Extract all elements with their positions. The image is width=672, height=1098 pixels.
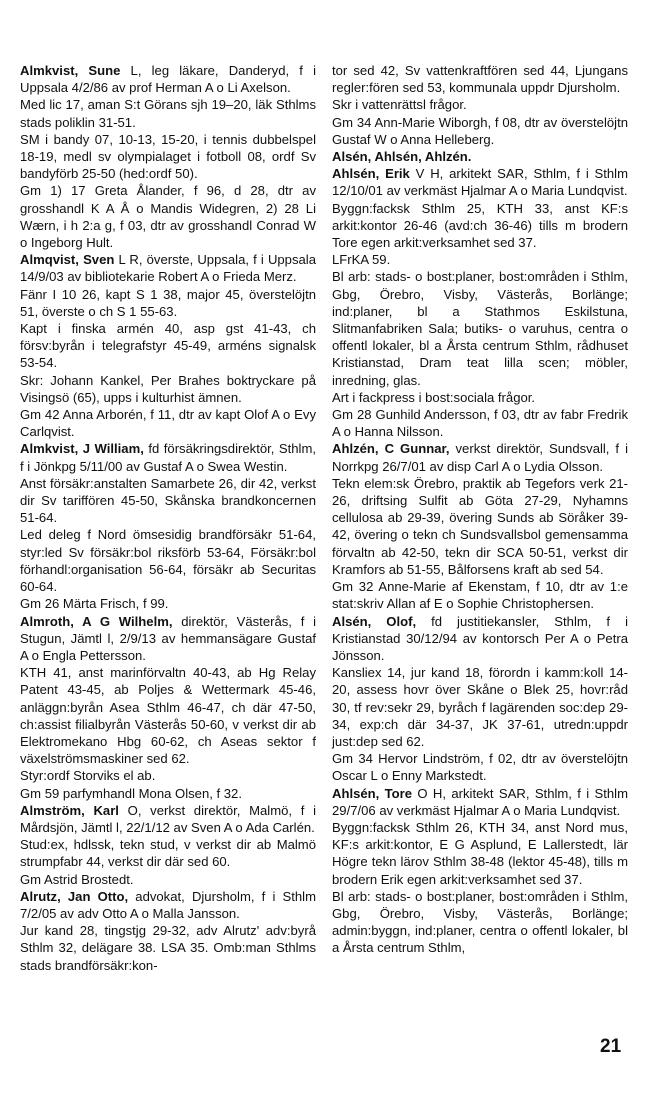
biography-entry (20, 62, 316, 251)
entry-paragraph (332, 613, 628, 665)
entry-paragraph (332, 664, 628, 750)
entry-text: direktör, Västerås, f i Stugun, Jämtl l, 2/9/13 av hemmansägare Gustaf A o Engla Pettersson. (20, 613, 316, 663)
entry-paragraph (20, 475, 316, 527)
biography-entry (332, 62, 628, 148)
entry-name: Ahlsén, Erik (332, 166, 410, 182)
entry-text: LFrKA 59. (332, 252, 391, 268)
entry-paragraph (20, 785, 316, 802)
entry-text: Jur kand 28, tingstjg 29-32, adv Alrutz' adv:byrå Sthlm 32, delägare 38. LSA 35. Omb:man Sthlms stads brandförsäkr:kon- (20, 923, 316, 973)
entry-paragraph (20, 96, 316, 130)
entry-text: Gm Astrid Brostedt. (20, 871, 134, 887)
entry-text: fd justitiekansler, Sthlm, f i Kristianstad 30/12/94 av kontorsch Per A o Petra Jönsson. (332, 613, 628, 663)
entry-paragraph (332, 251, 628, 268)
entry-paragraph (20, 888, 316, 922)
entry-paragraph (20, 526, 316, 595)
entry-name: Almkvist, Sune (20, 63, 121, 78)
entry-text: Skr i vattenrättsl frågor. (332, 97, 467, 113)
entry-paragraph (332, 200, 628, 252)
entry-text: Skr: Johann Kankel, Per Brahes boktryckare på Visingsö (65), upps i kulturhist ämnen. (20, 372, 316, 405)
entry-paragraph (332, 165, 628, 199)
entry-paragraph (332, 389, 628, 406)
entry-name: Ahlsén, Tore (332, 785, 413, 801)
entry-text: Led deleg f Nord ömsesidig brandförsäkr 51-64, styr:led Sv försäkr:bol riksförb 53-64, Försäkr:bol förhandl:organisation 56-64, försäkr ab Securitas 60-64. (20, 527, 316, 595)
entry-text: Gm 42 Anna Arborén, f 11, dtr av kapt Olof A o Evy Carlqvist. (20, 407, 316, 440)
entry-text: Bl arb: stads- o bost:planer, bost:områden i Sthlm, Gbg, Örebro, Visby, Västerås, Borlänge; admin:byggn, ind:planer, centra o offentl lokaler, bl a Årsta centrum Sthlm, (332, 888, 628, 956)
biography-entry (20, 613, 316, 802)
entry-text: Kapt i finska armén 40, asp gst 41-43, ch försv:byrån i telegrafstyr 45-49, arméns signalsk 53-54. (20, 321, 316, 371)
entry-name: Alsén, Ahlsén, Ahlzén. (332, 149, 472, 165)
biography-entry (20, 802, 316, 888)
entry-text: O H, arkitekt SAR, Sthlm, f i Sthlm 29/7/06 av verkmäst Hjalmar A o Maria Lundqvist. (332, 785, 628, 818)
biography-entry (20, 251, 316, 440)
entry-paragraph (332, 750, 628, 784)
entry-paragraph (20, 320, 316, 372)
entry-text: Tekn elem:sk Örebro, praktik ab Tegefors verk 21-26, driftsing Sulfit ab Göta 27-29, Nyhamns cellulosa ab 29-39, övering Sunds ab Söråker 39-42, övering o tekn ch Sundsvallsbol gemensamma förvaltn ab 42-50, tekn dir SCA 50-51, verkst dir Kramfors ab 51-55, Bålforsens kraft ab sed 54. (332, 475, 628, 577)
entry-text: Art i fackpress i bost:sociala frågor. (332, 389, 536, 405)
entry-paragraph (332, 406, 628, 440)
entry-name: Ahlzén, C Gunnar, (332, 441, 450, 457)
right-column (332, 62, 628, 957)
entry-text: verkst direktör, Sundsvall, f i Norrkpg 26/7/01 av disp Carl A o Lydia Olsson. (332, 441, 628, 474)
entry-paragraph (20, 595, 316, 612)
entry-text: Bl arb: stads- o bost:planer, bost:områden i Sthlm, Gbg, Örebro, Visby, Västerås, Borlänge; ind:planer, bl a Stathmos Eskilstuna, Slitmanfabriken Sala; butiks- o varuhus, centra o offentl lokaler, bl a Årsta centrum Sthlm, rådhuset Kristianstad, Dram teat lilla scen; möbler, inredning, glas. (332, 269, 628, 388)
entry-paragraph (20, 836, 316, 870)
page-number: 21 (600, 1036, 622, 1057)
entry-paragraph (20, 182, 316, 251)
entry-text: tor sed 42, Sv vattenkraftfören sed 44, Ljungans regler:fören sed 53, kommunala uppdr Djursholm. (332, 63, 628, 96)
entry-text: SM i bandy 07, 10-13, 15-20, i tennis dubbelspel 18-19, medl sv olympialaget i fotboll 08, ordf Sv bandyförb 25-50 (hed:ordf 50). (20, 131, 316, 182)
entry-text: Gm 28 Gunhild Andersson, f 03, dtr av fabr Fredrik A o Hanna Nilsson. (332, 407, 628, 440)
entry-text: L, leg läkare, Danderyd, f i Uppsala 4/2/86 av prof Herman A o Li Axelson. (20, 63, 316, 96)
entry-name: Almström, Karl (20, 802, 119, 818)
entry-text: Gm 59 parfymhandl Mona Olsen, f 32. (20, 785, 242, 801)
entry-text: Gm 34 Hervor Lindström, f 02, dtr av överstelöjtn Oscar L o Enny Markstedt. (332, 751, 628, 784)
entry-paragraph (20, 613, 316, 665)
entry-paragraph (20, 440, 316, 474)
entry-paragraph (20, 131, 316, 183)
biography-entry (20, 440, 316, 612)
entry-paragraph (20, 767, 316, 784)
entry-text: V H, arkitekt SAR, Sthlm, f i Sthlm 12/10/01 av verkmäst Hjalmar A o Maria Lundqvist. (332, 166, 628, 199)
entry-text: Gm 1) 17 Greta Ålander, f 96, d 28, dtr av grosshandl K A Å o Mandis Widegren, 2) 28 Li Wærn, i h 2:a g, f 03, dtr av grosshandl Conrad W o Ingeborg Hult. (20, 183, 316, 251)
entry-paragraph (20, 871, 316, 888)
entry-text: Kansliex 14, jur kand 18, förordn i kamm:koll 14-20, assess hovr över Skåne o Blek 25, hovr:råd 30, tf rev:sekr 29, byråch f lagärenden soc:dep 29-34, exp:ch där 34-37, JK 37-61, utredn:uppdr just:dep sed 62. (332, 665, 628, 749)
entry-paragraph (332, 475, 628, 578)
entry-paragraph (332, 440, 628, 474)
entry-paragraph (332, 785, 628, 819)
entry-paragraph (20, 372, 316, 406)
biography-entry (332, 148, 628, 165)
entry-text: KTH 41, anst marinförvaltn 40-43, ab Hg Relay Patent 43-45, ab Poljes & Wettermark 45-46, anläggn:byrån Asea Sthlm 46-47, ch där 47-50, ch:assist filialbyrån Västerås 50-60, v verkst dir ab Elektromekano Hbg 60-62, ch Aseas sektor f växelströmsmaskiner sed 62. (20, 665, 316, 767)
entry-name: Alsén, Olof, (332, 613, 417, 629)
entry-paragraph (20, 286, 316, 320)
entry-paragraph (332, 819, 628, 888)
entry-text: Styr:ordf Storviks el ab. (20, 768, 156, 784)
biography-entry (332, 165, 628, 440)
entry-paragraph (332, 96, 628, 113)
entry-name: Almqvist, Sven (20, 252, 115, 268)
entry-text: Byggn:facksk Sthlm 25, KTH 33, anst KF:s arkit:kontor 26-46 (avd:ch 36-46) tills m brodern Tore egen arkit:verksamhet sed 37. (332, 200, 628, 251)
entry-text: Gm 26 Märta Frisch, f 99. (20, 596, 169, 612)
entry-paragraph (20, 664, 316, 767)
entry-text: fd försäkringsdirektör, Sthlm, f i Jönkpg 5/11/00 av Gustaf A o Swea Westin. (20, 441, 316, 474)
entry-text: Fänr I 10 26, kapt S 1 38, major 45, överstelöjtn 51, överste o ch S 1 55-63. (20, 286, 316, 319)
entry-paragraph (332, 62, 628, 96)
biography-entry (332, 785, 628, 957)
entry-paragraph (20, 62, 316, 96)
entry-text: Byggn:facksk Sthlm 26, KTH 34, anst Nord mus, KF:s arkit:kontor, E G Asplund, E Lallerstedt, lär Högre tekn lärov Sthlm 38-48 (lektor 45-48), tills m brodern Erik egen arkit:verksamhet sed 37. (332, 819, 628, 887)
entry-text: L R, överste, Uppsala, f i Uppsala 14/9/03 av bibliotekarie Robert A o Frieda Merz. (20, 252, 316, 285)
entry-paragraph (332, 578, 628, 612)
entry-text: advokat, Djursholm, f i Sthlm 7/2/05 av adv Otto A o Malla Jansson. (20, 888, 316, 921)
biography-entry (332, 440, 628, 612)
entry-paragraph (20, 922, 316, 974)
entry-paragraph (332, 888, 628, 957)
entry-text: O, verkst direktör, Malmö, f i Mårdsjön, Jämtl l, 22/1/12 av Sven A o Ada Carlén. (20, 802, 316, 835)
entry-paragraph (20, 251, 316, 285)
entry-paragraph (332, 268, 628, 388)
entry-paragraph (332, 148, 628, 165)
entry-text: Med lic 17, aman S:t Görans sjh 19–20, läk Sthlms stads poliklin 31-51. (20, 97, 316, 130)
entry-text: Anst försäkr:anstalten Samarbete 26, dir 42, verkst dir Sv tariffören 45-50, Skånska brandkoncernen 51-64. (20, 475, 316, 526)
entry-paragraph (332, 114, 628, 148)
biography-entry (20, 888, 316, 974)
entry-text: Gm 34 Ann-Marie Wiborgh, f 08, dtr av överstelöjtn Gustaf W o Anna Helleberg. (332, 114, 628, 147)
biography-entry (332, 613, 628, 785)
entry-name: Almroth, A G Wilhelm, (20, 613, 173, 629)
entry-paragraph (20, 802, 316, 836)
entry-paragraph (20, 406, 316, 440)
entry-name: Alrutz, Jan Otto, (20, 888, 129, 904)
left-column (20, 62, 316, 974)
entry-name: Almkvist, J William, (20, 441, 144, 457)
entry-text: Stud:ex, hdlssk, tekn stud, v verkst dir ab Malmö strumpfabr 44, verkst dir där sed 60. (20, 837, 316, 870)
entry-text: Gm 32 Anne-Marie af Ekenstam, f 10, dtr av 1:e stat:skriv Allan af E o Sophie Christophersen. (332, 579, 628, 612)
